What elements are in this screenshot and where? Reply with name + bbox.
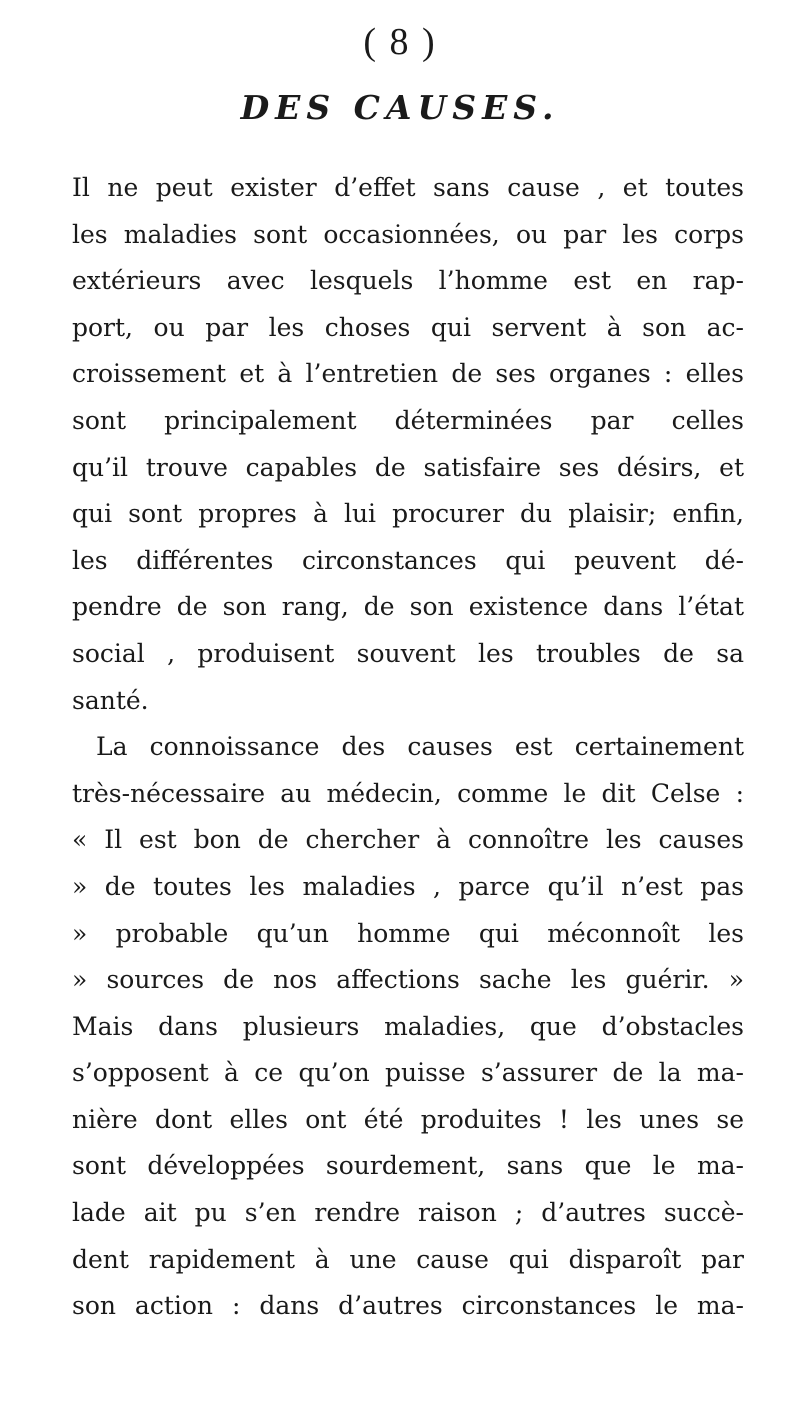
text-line: Il ne peut exister d’effet sans cause , et toutes	[72, 173, 744, 202]
text-line: nière dont elles ont été produites ! les unes se	[72, 1104, 744, 1134]
text-line: qu’il trouve capables de satisfaire ses désirs, et	[72, 452, 744, 482]
text-line: « Il est bon de chercher à connoître les causes	[72, 825, 744, 855]
text-line: » sources de nos affections sache les guérir. »	[72, 965, 744, 995]
page-number: ( 8 )	[363, 21, 437, 63]
text-line: dent rapidement à une cause qui disparoît par	[72, 1244, 744, 1274]
text-line: son action : dans d’autres circonstances le ma-	[72, 1291, 744, 1321]
text-line: qui sont propres à lui procurer du plaisir; enfin,	[72, 499, 744, 529]
text-line: Mais dans plusieurs maladies, que d’obstacles	[72, 1011, 744, 1041]
text-line: croissement et à l’entretien de ses organes : elles	[72, 359, 744, 389]
text-line: très-nécessaire au médecin, comme le dit Celse :	[72, 778, 744, 808]
text-line: » probable qu’un homme qui méconnoît les	[72, 918, 744, 948]
text-line: santé.	[72, 685, 149, 715]
text-line: lade ait pu s’en rendre raison ; d’autres succè-	[72, 1198, 744, 1228]
text-line: sont principalement déterminées par celles	[72, 405, 744, 435]
text-line: sont développées sourdement, sans que le ma-	[72, 1151, 744, 1181]
text-line: pendre de son rang, de son existence dans l’état	[72, 592, 744, 622]
text-line: les différentes circonstances qui peuvent dé-	[72, 545, 744, 575]
text-line: » de toutes les maladies , parce qu’il n’est pas	[72, 871, 744, 901]
text-line: extérieurs avec lesquels l’homme est en rap-	[72, 266, 744, 296]
text-line: social , produisent souvent les troubles de sa	[72, 638, 744, 668]
section-title: DES CAUSES.	[240, 88, 560, 127]
body-text	[72, 165, 744, 1330]
text-line: les maladies sont occasionnées, ou par les corps	[72, 219, 744, 249]
text-line: s’opposent à ce qu’on puisse s’assurer de la ma-	[72, 1058, 744, 1088]
text-line: La connoissance des causes est certainement	[96, 732, 744, 762]
text-line: port, ou par les choses qui servent à son ac-	[72, 312, 744, 342]
